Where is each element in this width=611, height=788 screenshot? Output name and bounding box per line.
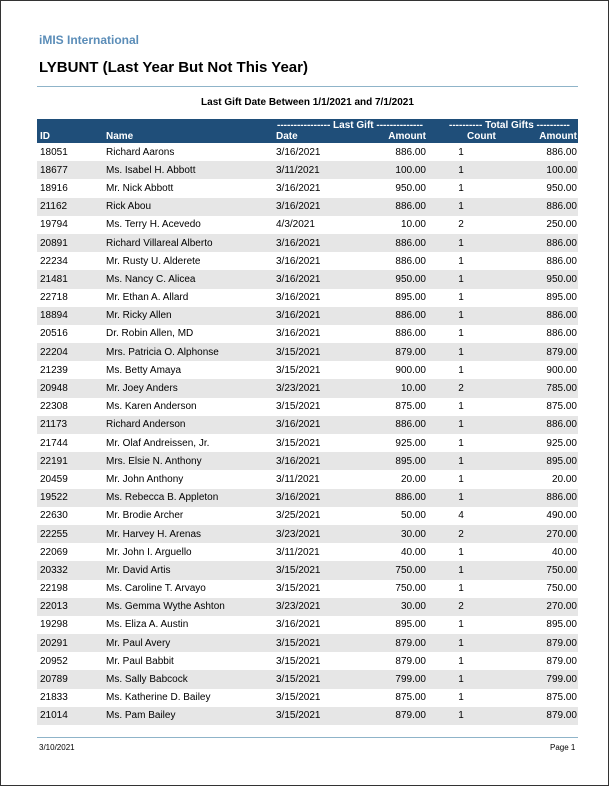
cell-last-gift-date: 3/16/2021: [276, 416, 336, 434]
cell-gift-count: 1: [458, 328, 464, 340]
cell-name: Mrs. Elsie N. Anthony: [106, 452, 276, 470]
table-row: [37, 161, 578, 179]
cell-last-gift-amount: 50.00: [400, 510, 426, 522]
cell-last-gift-date: 3/16/2021: [276, 292, 321, 304]
cell-name: Ms. Gemma Wythe Ashton: [106, 598, 276, 616]
table-row: [37, 307, 578, 325]
cell-total-amount: 270.00: [496, 598, 578, 616]
cell-id: 18894: [37, 307, 106, 325]
table-row: [37, 543, 578, 561]
cell-last-gift-date: 3/11/2021: [276, 473, 320, 485]
cell-name: Ms. Sally Babcock: [106, 670, 276, 688]
cell-last-gift-date: 3/16/2021: [276, 182, 321, 194]
table-row: [37, 216, 578, 234]
cell-id: 22255: [37, 525, 106, 543]
cell-name: Mrs. Patricia O. Alphonse: [106, 343, 276, 361]
cell-last-gift-date: 3/15/2021: [276, 670, 336, 688]
cell-gift-count: 1: [426, 416, 496, 434]
table-row: [37, 252, 578, 270]
cell-total-amount: 875.00: [546, 692, 577, 704]
cell-name: Rick Abou: [106, 198, 276, 216]
cell-id: 19794: [40, 219, 68, 231]
cell-last-gift-amount: 895.00: [395, 292, 426, 304]
cell-last-gift-amount: 750.00: [336, 561, 426, 579]
cell-name: Dr. Robin Allen, MD: [106, 328, 194, 340]
table-row: [37, 361, 578, 379]
cell-id: 22718: [40, 292, 68, 304]
table-row: [37, 616, 578, 634]
cell-total-amount: 750.00: [496, 561, 578, 579]
cell-gift-count: 2: [458, 219, 464, 231]
group-header-total-gifts: ---------- Total Gifts ----------: [449, 120, 570, 131]
cell-total-amount: 875.00: [546, 401, 577, 413]
table-row: [37, 470, 578, 488]
cell-name: Ms. Rebecca B. Appleton: [106, 489, 276, 507]
cell-id: 20948: [37, 379, 106, 397]
cell-last-gift-amount: 750.00: [395, 583, 426, 595]
cell-name: Ms. Pam Bailey: [106, 707, 276, 725]
report-title: LYBUNT (Last Year But Not This Year): [39, 59, 308, 76]
cell-name: Mr. David Artis: [106, 561, 276, 579]
cell-last-gift-date: 3/16/2021: [276, 234, 336, 252]
cell-gift-count: 1: [458, 292, 464, 304]
cell-gift-count: 1: [458, 583, 464, 595]
cell-name: Mr. Paul Babbit: [106, 655, 174, 667]
cell-gift-count: 1: [426, 270, 496, 288]
cell-last-gift-amount: 886.00: [395, 328, 426, 340]
table-row: [37, 234, 578, 252]
cell-name: Mr. Harvey H. Arenas: [106, 525, 276, 543]
cell-name: Mr. Olaf Andreissen, Jr.: [106, 437, 210, 449]
cell-total-amount: 895.00: [546, 292, 577, 304]
cell-gift-count: 1: [426, 489, 496, 507]
cell-name: Mr. Paul Avery: [106, 634, 276, 652]
cell-last-gift-date: 3/16/2021: [276, 255, 321, 267]
column-header-name: Name: [106, 131, 134, 142]
column-header-date: Date: [276, 131, 298, 142]
cell-last-gift-date: 3/25/2021: [276, 510, 321, 522]
cell-gift-count: 2: [426, 525, 496, 543]
cell-total-amount: 250.00: [546, 219, 577, 231]
cell-id: 22308: [40, 401, 68, 413]
table-row: [37, 634, 578, 652]
cell-name: Mr. Nick Abbott: [106, 182, 174, 194]
table-row: [37, 507, 578, 525]
cell-name: Richard Anderson: [106, 416, 276, 434]
cell-last-gift-amount: 895.00: [395, 619, 426, 631]
cell-last-gift-amount: 100.00: [336, 161, 426, 179]
cell-id: 20952: [40, 655, 68, 667]
cell-last-gift-date: 3/16/2021: [276, 198, 336, 216]
header-divider: [37, 86, 578, 87]
cell-last-gift-date: 3/16/2021: [276, 452, 336, 470]
cell-last-gift-amount: 886.00: [395, 255, 426, 267]
cell-last-gift-amount: 875.00: [395, 401, 426, 413]
cell-last-gift-amount: 886.00: [336, 416, 426, 434]
cell-gift-count: 1: [426, 561, 496, 579]
table-row: [37, 179, 578, 197]
cell-last-gift-amount: 950.00: [395, 182, 426, 194]
cell-last-gift-date: 3/15/2021: [276, 401, 321, 413]
cell-id: 22013: [37, 598, 106, 616]
cell-name: Mr. John Anthony: [106, 473, 184, 485]
cell-name: Ms. Nancy C. Alicea: [106, 270, 276, 288]
cell-id: 20516: [40, 328, 68, 340]
cell-last-gift-date: 3/15/2021: [276, 707, 336, 725]
column-header-id: ID: [40, 131, 50, 142]
cell-gift-count: 1: [458, 401, 464, 413]
table-row: [37, 707, 578, 725]
cell-last-gift-amount: 799.00: [336, 670, 426, 688]
cell-last-gift-amount: 30.00: [336, 525, 426, 543]
cell-total-amount: 879.00: [496, 343, 578, 361]
cell-id: 22198: [40, 583, 68, 595]
cell-last-gift-amount: 20.00: [400, 473, 426, 485]
cell-total-amount: 100.00: [496, 161, 578, 179]
cell-id: 22630: [40, 510, 68, 522]
table-row: [37, 398, 578, 416]
cell-last-gift-date: 3/16/2021: [276, 307, 336, 325]
cell-gift-count: 1: [458, 146, 464, 158]
cell-gift-count: 2: [426, 379, 496, 397]
cell-last-gift-amount: 886.00: [336, 234, 426, 252]
cell-name: Richard Villareal Alberto: [106, 234, 276, 252]
cell-gift-count: 2: [426, 598, 496, 616]
cell-name: Ms. Terry H. Acevedo: [106, 219, 201, 231]
cell-last-gift-amount: 886.00: [395, 146, 426, 158]
cell-total-amount: 895.00: [496, 452, 578, 470]
table-row: [37, 525, 578, 543]
cell-id: 22191: [37, 452, 106, 470]
cell-last-gift-date: 3/16/2021: [276, 270, 336, 288]
cell-id: 21173: [37, 416, 106, 434]
cell-last-gift-date: 3/15/2021: [276, 343, 336, 361]
cell-total-amount: 900.00: [546, 364, 577, 376]
cell-gift-count: 1: [458, 437, 464, 449]
cell-total-amount: 950.00: [546, 182, 577, 194]
table-row: [37, 652, 578, 670]
cell-id: 20891: [37, 234, 106, 252]
footer-divider: [37, 737, 578, 738]
cell-last-gift-amount: 886.00: [336, 489, 426, 507]
cell-last-gift-date: 3/16/2021: [276, 489, 336, 507]
group-header-last-gift: ---------------- Last Gift --------------: [277, 120, 424, 131]
cell-gift-count: 1: [458, 692, 464, 704]
cell-id: 20332: [37, 561, 106, 579]
cell-last-gift-date: 3/23/2021: [276, 598, 336, 616]
column-header-amount: Amount: [388, 131, 426, 142]
cell-gift-count: 1: [426, 343, 496, 361]
column-header-count: Count: [467, 131, 496, 142]
cell-total-amount: 886.00: [546, 328, 577, 340]
cell-total-amount: 886.00: [496, 416, 578, 434]
cell-name: Ms. Eliza A. Austin: [106, 619, 189, 631]
cell-gift-count: 1: [458, 364, 464, 376]
cell-total-amount: 886.00: [546, 255, 577, 267]
cell-id: 20291: [37, 634, 106, 652]
cell-total-amount: 20.00: [551, 473, 577, 485]
cell-last-gift-date: 3/16/2021: [276, 328, 321, 340]
cell-last-gift-date: 3/23/2021: [276, 379, 336, 397]
table-row: [37, 343, 578, 361]
table-row: [37, 452, 578, 470]
cell-gift-count: 1: [458, 546, 464, 558]
cell-total-amount: 879.00: [496, 707, 578, 725]
table-header: [37, 119, 578, 143]
cell-gift-count: 1: [426, 307, 496, 325]
cell-gift-count: 1: [458, 473, 464, 485]
cell-last-gift-amount: 900.00: [395, 364, 426, 376]
table-row: [37, 670, 578, 688]
cell-id: 21162: [37, 198, 106, 216]
cell-id: 21481: [37, 270, 106, 288]
cell-gift-count: 1: [426, 161, 496, 179]
table-row: [37, 198, 578, 216]
cell-last-gift-amount: 879.00: [336, 707, 426, 725]
table-row: [37, 270, 578, 288]
table-row: [37, 689, 578, 707]
organization-name: iMIS International: [39, 33, 140, 47]
cell-last-gift-amount: 886.00: [336, 198, 426, 216]
cell-id: 20459: [40, 473, 68, 485]
cell-name: Ms. Isabel H. Abbott: [106, 161, 276, 179]
cell-total-amount: 886.00: [546, 146, 577, 158]
cell-last-gift-date: 3/23/2021: [276, 525, 336, 543]
cell-gift-count: 1: [458, 182, 464, 194]
cell-last-gift-date: 3/11/2021: [276, 546, 320, 558]
cell-id: 20789: [37, 670, 106, 688]
cell-last-gift-amount: 10.00: [336, 379, 426, 397]
cell-gift-count: 1: [426, 234, 496, 252]
cell-last-gift-date: 4/3/2021: [276, 219, 315, 231]
cell-id: 18051: [40, 146, 68, 158]
cell-last-gift-amount: 925.00: [395, 437, 426, 449]
cell-name: Mr. Brodie Archer: [106, 510, 184, 522]
cell-gift-count: 1: [426, 707, 496, 725]
cell-id: 18916: [40, 182, 68, 194]
cell-total-amount: 785.00: [496, 379, 578, 397]
report-subtitle: Last Gift Date Between 1/1/2021 and 7/1/2021: [201, 97, 414, 108]
cell-gift-count: 1: [458, 655, 464, 667]
cell-id: 18677: [37, 161, 106, 179]
cell-last-gift-date: 3/11/2021: [276, 161, 336, 179]
cell-gift-count: 4: [458, 510, 464, 522]
cell-name: Richard Aarons: [106, 146, 175, 158]
table-row: [37, 598, 578, 616]
cell-last-gift-amount: 10.00: [400, 219, 426, 231]
cell-total-amount: 886.00: [496, 198, 578, 216]
cell-name: Ms. Betty Amaya: [106, 364, 182, 376]
cell-total-amount: 895.00: [546, 619, 577, 631]
cell-last-gift-amount: 950.00: [336, 270, 426, 288]
cell-total-amount: 925.00: [546, 437, 577, 449]
cell-total-amount: 886.00: [496, 307, 578, 325]
cell-id: 21744: [40, 437, 68, 449]
cell-last-gift-date: 3/15/2021: [276, 634, 336, 652]
table-row: [37, 489, 578, 507]
cell-gift-count: 1: [426, 198, 496, 216]
cell-id: 22204: [37, 343, 106, 361]
cell-id: 19298: [40, 619, 68, 631]
table-row: [37, 379, 578, 397]
cell-id: 21014: [37, 707, 106, 725]
cell-last-gift-date: 3/15/2021: [276, 655, 321, 667]
cell-name: Mr. Joey Anders: [106, 379, 276, 397]
cell-last-gift-date: 3/15/2021: [276, 437, 321, 449]
cell-gift-count: 1: [426, 670, 496, 688]
cell-last-gift-date: 3/15/2021: [276, 692, 321, 704]
cell-last-gift-amount: 30.00: [336, 598, 426, 616]
cell-name: Ms. Caroline T. Arvayo: [106, 583, 206, 595]
cell-gift-count: 1: [426, 634, 496, 652]
cell-last-gift-amount: 895.00: [336, 452, 426, 470]
table-row: [37, 325, 578, 343]
cell-last-gift-date: 3/16/2021: [276, 146, 321, 158]
cell-last-gift-date: 3/15/2021: [276, 583, 321, 595]
cell-total-amount: 40.00: [551, 546, 577, 558]
column-header-total-amount: Amount: [539, 131, 577, 142]
cell-name: Ms. Katherine D. Bailey: [106, 692, 211, 704]
cell-last-gift-date: 3/16/2021: [276, 619, 321, 631]
cell-total-amount: 950.00: [496, 270, 578, 288]
cell-id: 21239: [40, 364, 68, 376]
cell-name: Mr. Ethan A. Allard: [106, 292, 189, 304]
cell-total-amount: 886.00: [496, 489, 578, 507]
cell-last-gift-amount: 879.00: [395, 655, 426, 667]
cell-last-gift-amount: 879.00: [336, 343, 426, 361]
cell-last-gift-amount: 879.00: [336, 634, 426, 652]
footer-page-number: Page 1: [550, 743, 576, 752]
cell-id: 22069: [40, 546, 68, 558]
cell-total-amount: 750.00: [546, 583, 577, 595]
cell-last-gift-date: 3/15/2021: [276, 364, 321, 376]
cell-name: Mr. Ricky Allen: [106, 307, 276, 325]
gifts-table: [37, 143, 578, 725]
table-row: [37, 434, 578, 452]
table-row: [37, 416, 578, 434]
cell-id: 22234: [40, 255, 68, 267]
cell-id: 21833: [40, 692, 68, 704]
table-row: [37, 143, 578, 161]
cell-last-gift-amount: 40.00: [400, 546, 426, 558]
cell-total-amount: 799.00: [496, 670, 578, 688]
cell-total-amount: 270.00: [496, 525, 578, 543]
footer-date: 3/10/2021: [39, 743, 75, 752]
cell-name: Mr. John I. Arguello: [106, 546, 192, 558]
cell-id: 19522: [37, 489, 106, 507]
cell-name: Mr. Rusty U. Alderete: [106, 255, 201, 267]
cell-total-amount: 886.00: [496, 234, 578, 252]
cell-last-gift-amount: 886.00: [336, 307, 426, 325]
cell-last-gift-date: 3/15/2021: [276, 561, 336, 579]
cell-gift-count: 1: [426, 452, 496, 470]
table-row: [37, 289, 578, 307]
cell-total-amount: 879.00: [546, 655, 577, 667]
cell-gift-count: 1: [458, 255, 464, 267]
cell-total-amount: 490.00: [546, 510, 577, 522]
cell-total-amount: 879.00: [496, 634, 578, 652]
cell-last-gift-amount: 875.00: [395, 692, 426, 704]
table-row: [37, 561, 578, 579]
cell-gift-count: 1: [458, 619, 464, 631]
cell-name: Ms. Karen Anderson: [106, 401, 197, 413]
table-row: [37, 580, 578, 598]
